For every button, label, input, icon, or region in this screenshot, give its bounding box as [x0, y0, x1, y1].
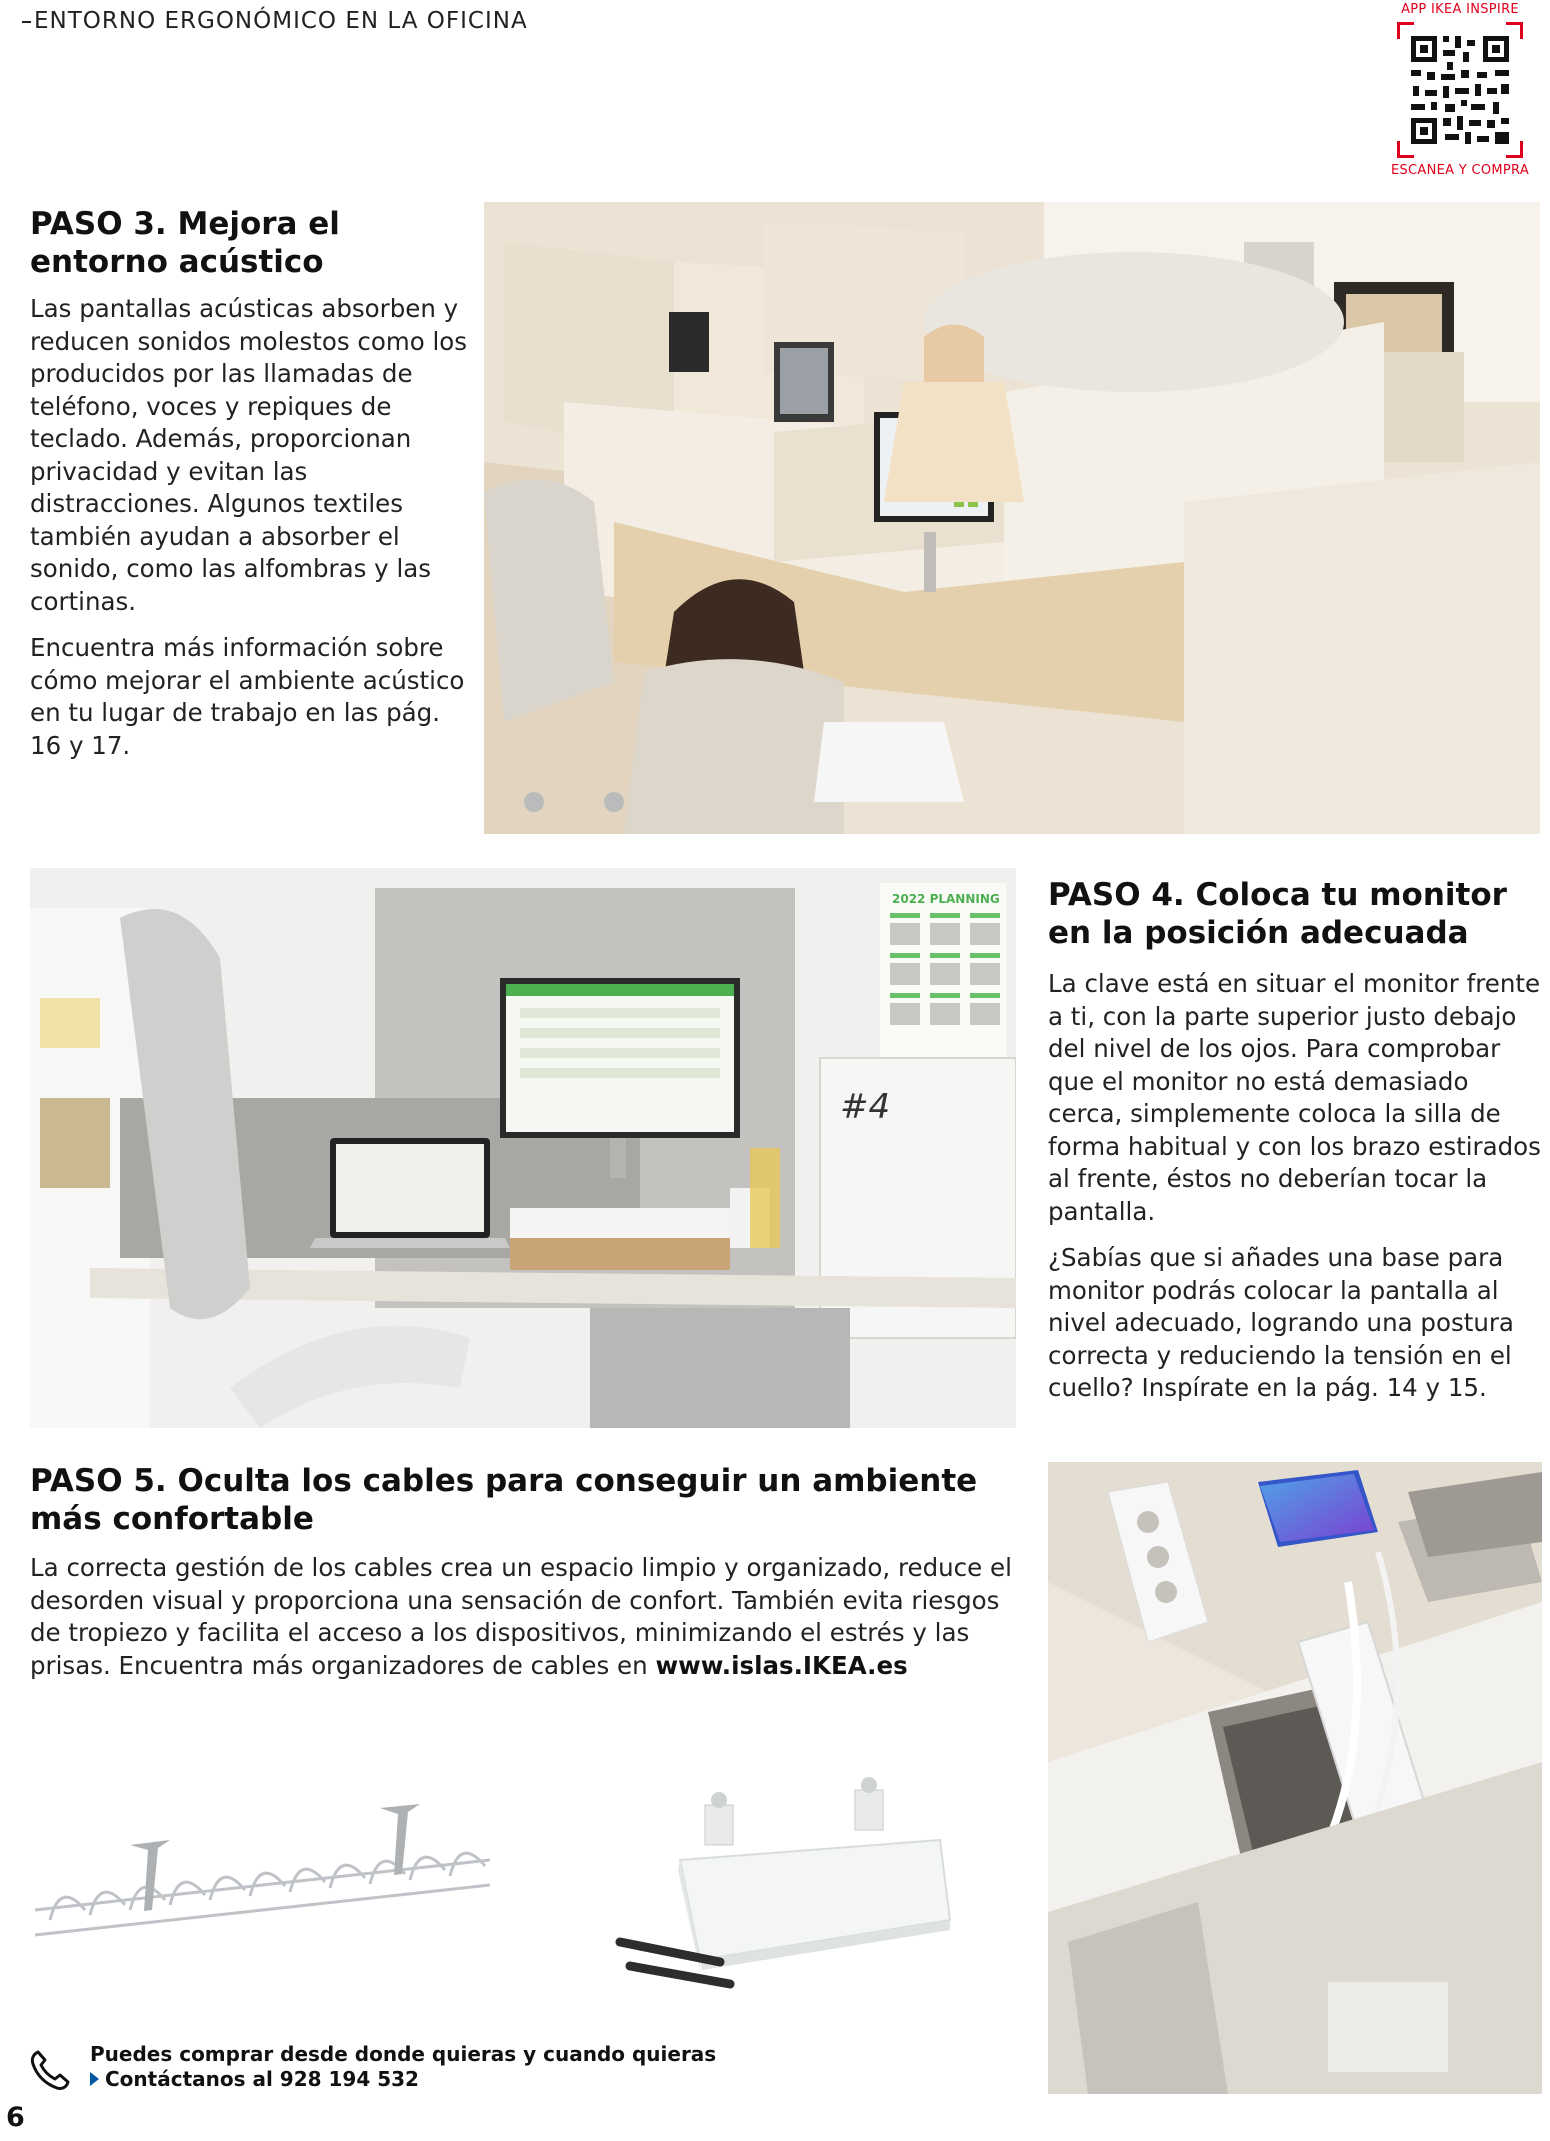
- play-arrow-icon: [90, 2072, 99, 2086]
- qr-frame: [1397, 22, 1523, 158]
- section-header-text: ENTORNO ERGONÓMICO EN LA OFICINA: [34, 8, 528, 34]
- whiteboard-text: #4: [840, 1087, 891, 1127]
- footer-contact-text: Contáctanos al 928 194 532: [105, 2067, 419, 2091]
- monitor-workspace-photo: [30, 868, 1016, 1428]
- step3-section: [30, 205, 470, 762]
- step3-paragraph-2: Encuentra más información sobre cómo mejorar el ambiente acústico en tu lugar de trabajo en las pág. 16 y 17.: [30, 633, 465, 760]
- step5-title: PASO 5. Oculta los cables para conseguir un ambiente más confortable: [30, 1463, 978, 1537]
- step4-paragraph-1: La clave está en situar el monitor frente a ti, con la parte superior justo debajo del nivel de los ojos. Para comprobar que el monitor no está demasiado cerca, simplemente coloca la silla de forma habitual y con los brazo estirados al frente, éstos no deberían tocar la pantalla.: [1048, 969, 1541, 1226]
- planner-title: 2022 PLANNING: [892, 892, 1000, 906]
- step4-title: PASO 4. Coloca tu monitor en la posición adecuada: [1048, 877, 1507, 951]
- phone-icon: [28, 2048, 72, 2092]
- footer-contact-link[interactable]: [90, 2067, 419, 2091]
- section-header: [22, 8, 528, 34]
- qr-bottom-label: ESCANEA Y COMPRA: [1390, 163, 1530, 178]
- step5-section: [30, 1462, 1020, 1682]
- step3-title: PASO 3. Mejora el entorno acústico: [30, 206, 340, 280]
- islas-ikea-link[interactable]: www.islas.IKEA.es: [655, 1650, 908, 1680]
- box-cable-tray-image: [610, 1770, 970, 2000]
- cable-management-photo: [1048, 1462, 1542, 2094]
- page-number: 6: [6, 2102, 25, 2133]
- qr-code-block[interactable]: [1385, 0, 1535, 185]
- step5-paragraph: La correcta gestión de los cables crea un espacio limpio y organizado, reduce el desorden visual y proporciona una sensación de confort. También evita riesgos de tropiezo y facilita el acceso a los dispositivos, minimizando el estrés y las prisas. Encuentra más organizadores de cables en: [30, 1553, 1012, 1680]
- footer-shopping-text: Puedes comprar desde donde quieras y cuando quieras: [90, 2042, 717, 2066]
- qr-top-label: APP IKEA INSPIRE: [1401, 2, 1519, 17]
- step4-paragraph-2: ¿Sabías que si añades una base para monitor podrás colocar la pantalla al nivel adecuado, logrando una postura correcta y reduciendo la tensión en el cuello? Inspírate en la pág. 14 y 15.: [1048, 1243, 1514, 1402]
- acoustic-office-photo: [484, 202, 1540, 834]
- qr-code-icon[interactable]: [1407, 32, 1513, 148]
- wire-cable-tray-image: [30, 1800, 500, 1950]
- step4-section: [1048, 876, 1548, 1405]
- contact-footer: [28, 2042, 728, 2102]
- step3-paragraph-1: Las pantallas acústicas absorben y reducen sonidos molestos como los producidos por las llamadas de teléfono, voces y repiques de teclado. Además, proporcionan privacidad y evitan las distracciones. Algunos textiles también ayudan a absorber el sonido, como las alfombras y las cortinas.: [30, 294, 468, 616]
